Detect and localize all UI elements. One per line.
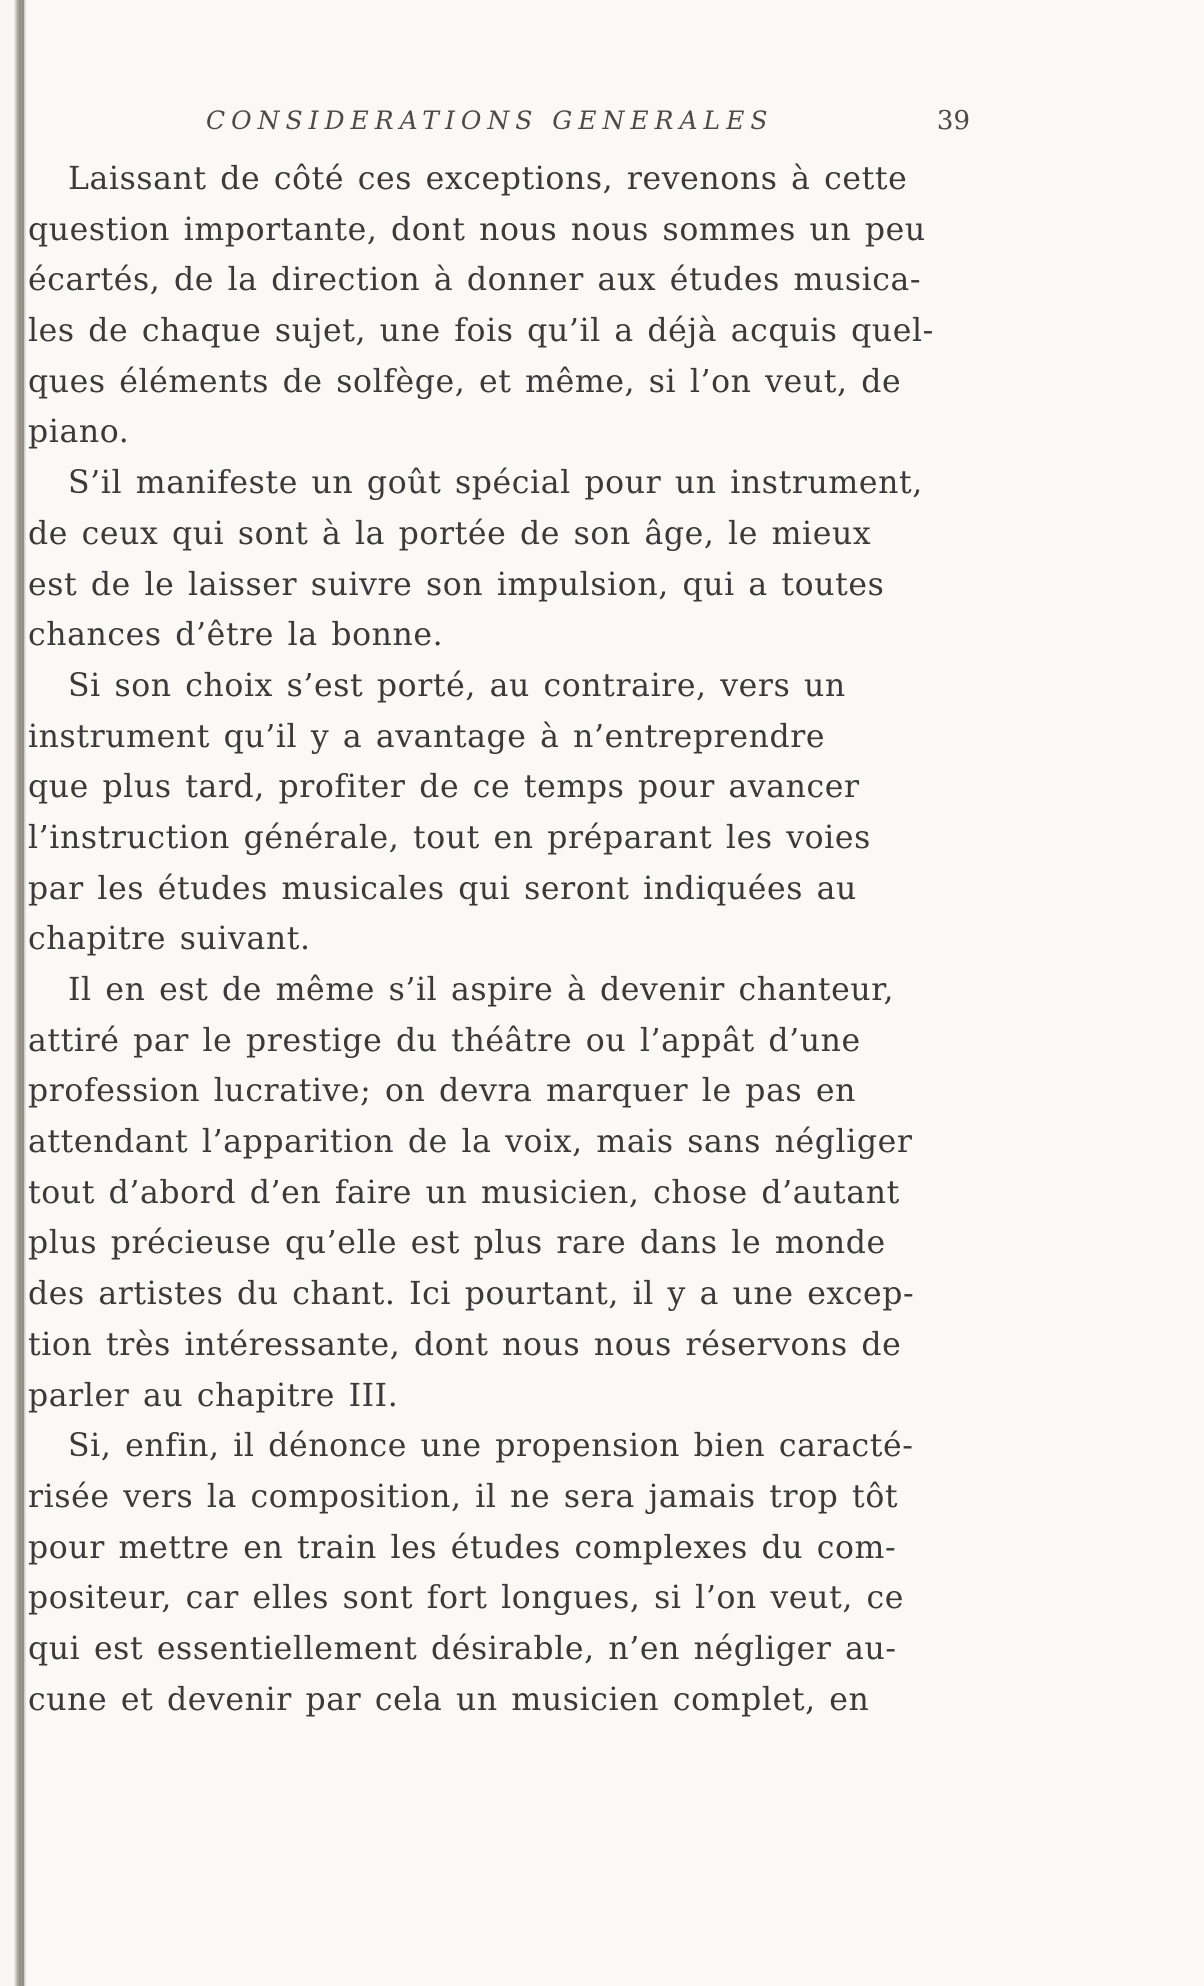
text-line: attiré par le prestige du théâtre ou l’appât d’une — [28, 1022, 861, 1059]
text-line: pour mettre en train les études complexes du com- — [28, 1529, 897, 1566]
text-line: plus précieuse qu’elle est plus rare dans le monde — [28, 1225, 886, 1262]
text-line: instrument qu’il y a avantage à n’entreprendre — [28, 718, 826, 755]
text-line: chapitre suivant. — [28, 921, 311, 958]
text-line: Il en est de même s’il aspire à devenir chanteur, — [68, 972, 895, 1008]
text-line: l’instruction générale, tout en préparant les voies — [28, 819, 871, 856]
text-line: chances d’être la bonne. — [28, 617, 444, 654]
book-page — [28, 100, 968, 1725]
text-line: les de chaque sujet, une fois qu’il a déjà acquis quel- — [28, 313, 934, 350]
text-line: que plus tard, profiter de ce temps pour avancer — [28, 769, 860, 806]
text-line: Laissant de côté ces exceptions, revenons à cette — [68, 161, 908, 197]
text-line: S’il manifeste un goût spécial pour un instrument, — [68, 465, 923, 502]
page-number: 39 — [936, 106, 970, 136]
text-line: risée vers la composition, il ne sera jamais trop tôt — [28, 1478, 899, 1515]
text-line: profession lucrative; on devra marquer le pas en — [28, 1073, 856, 1110]
text-line: par les études musicales qui seront indiquées au — [28, 870, 857, 907]
text-line: Si son choix s’est porté, au contraire, vers un — [68, 667, 846, 704]
text-line: qui est essentiellement désirable, n’en négliger au- — [28, 1630, 897, 1667]
text-line: Si, enfin, il dénonce une propension bien caracté- — [68, 1428, 914, 1465]
text-line: attendant l’apparition de la voix, mais sans négliger — [28, 1124, 913, 1161]
text-line: piano. — [28, 414, 130, 451]
text-line: parler au chapitre III. — [28, 1377, 399, 1414]
text-line: cune et devenir par cela un musicien complet, en — [28, 1681, 870, 1718]
running-title: CONSIDERATIONS GENERALES — [206, 106, 774, 135]
text-line: est de le laisser suivre son impulsion, qui a toutes — [28, 566, 885, 603]
text-line: positeur, car elles sont fort longues, si l’on veut, ce — [28, 1580, 905, 1617]
text-line: question importante, dont nous nous sommes un peu — [28, 211, 926, 248]
text-line: écartés, de la direction à donner aux études musica- — [28, 262, 922, 299]
text-line: tout d’abord d’en faire un musicien, chose d’autant — [28, 1174, 900, 1211]
body-text — [28, 154, 968, 1725]
text-line: tion très intéressante, dont nous nous réservons de — [28, 1326, 902, 1363]
running-header — [28, 100, 968, 140]
text-line: ques éléments de solfège, et même, si l’on veut, de — [28, 363, 902, 400]
text-line: de ceux qui sont à la portée de son âge, le mieux — [28, 515, 872, 552]
binding-shadow-line — [22, 0, 24, 1986]
text-line: des artistes du chant. Ici pourtant, il y a une excep- — [28, 1276, 915, 1313]
